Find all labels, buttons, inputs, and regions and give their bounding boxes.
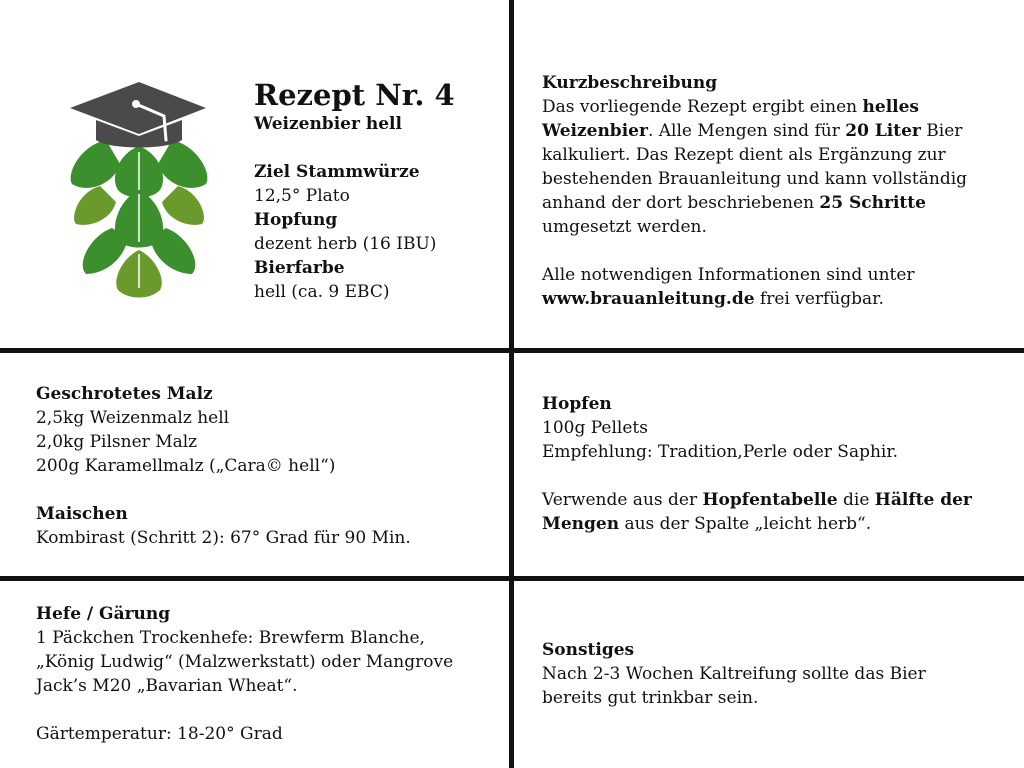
bierfarbe-value: hell (ca. 9 EBC) — [254, 282, 390, 302]
hopfung-value: dezent herb (16 IBU) — [254, 234, 437, 254]
recipe-header — [254, 78, 504, 304]
list-item: 200g Karamellmalz („Cara© hell“) — [36, 456, 336, 476]
kurzbeschreibung-text: Das vorliegende Rezept ergibt einen helles Weizenbier. Alle Mengen sind für 20 Liter Bier kalkuliert. Das Rezept dient als Ergänzung zur bestehenden Brauanleitung und kann vollständig anhand der dort beschriebenen 25 Schritte umgesetzt werden. — [542, 97, 968, 237]
page-subtitle: Weizenbier hell — [254, 114, 402, 134]
gaertemperatur: Gärtemperatur: 18-20° Grad — [36, 724, 283, 744]
list-item: 2,5kg Weizenmalz hell — [36, 408, 230, 428]
stammwuerze-value: 12,5° Plato — [254, 186, 350, 206]
hopfen-pellets: 100g Pellets — [542, 418, 648, 438]
bierfarbe-label: Bierfarbe — [254, 258, 345, 278]
kurzbeschreibung-heading: Kurzbeschreibung — [542, 73, 718, 93]
website-link[interactable]: www.brauanleitung.de — [542, 289, 755, 309]
maischen-text: Kombirast (Schritt 2): 67° Grad für 90 Min. — [36, 528, 411, 548]
vertical-divider — [509, 0, 514, 768]
maischen-heading: Maischen — [36, 504, 128, 524]
hefe-section — [36, 602, 486, 746]
page-title: Rezept Nr. 4 — [254, 78, 455, 112]
hefe-heading: Hefe / Gärung — [36, 604, 171, 624]
hop-graduation-cap-logo-icon — [66, 78, 212, 300]
hefe-text: 1 Päckchen Trockenhefe: Brewferm Blanche, „König Ludwig“ (Malzwerkstatt) oder Mangrove Jack’s M20 „Bavarian Wheat“. — [36, 628, 454, 696]
hop-leaf — [158, 140, 207, 188]
hop-leaf — [74, 186, 116, 225]
hopfen-empfehlung: Empfehlung: Tradition,Perle oder Saphir. — [542, 442, 899, 462]
malz-section — [36, 382, 496, 550]
horizontal-divider-top — [0, 348, 1024, 353]
sonstiges-section — [542, 638, 962, 710]
hop-leaf — [71, 140, 120, 188]
info-text: Alle notwendigen Informationen sind unter www.brauanleitung.de frei verfügbar. — [542, 265, 915, 309]
hopfen-section — [542, 392, 992, 536]
sonstiges-heading: Sonstiges — [542, 640, 635, 660]
hopfen-hinweis: Verwende aus der Hopfentabelle die Hälfte der Mengen aus der Spalte „leicht herb“. — [542, 490, 972, 534]
hopfung-label: Hopfung — [254, 210, 338, 230]
malz-heading: Geschrotetes Malz — [36, 384, 213, 404]
sonstiges-text: Nach 2-3 Wochen Kaltreifung sollte das Bier bereits gut trinkbar sein. — [542, 664, 926, 708]
cap-board — [70, 82, 206, 134]
horizontal-divider-bottom — [0, 576, 1024, 581]
list-item: 2,0kg Pilsner Malz — [36, 432, 198, 452]
hopfen-heading: Hopfen — [542, 394, 612, 414]
stammwuerze-label: Ziel Stammwürze — [254, 162, 420, 182]
kurzbeschreibung-section — [542, 71, 982, 311]
hop-leaf — [162, 186, 204, 225]
